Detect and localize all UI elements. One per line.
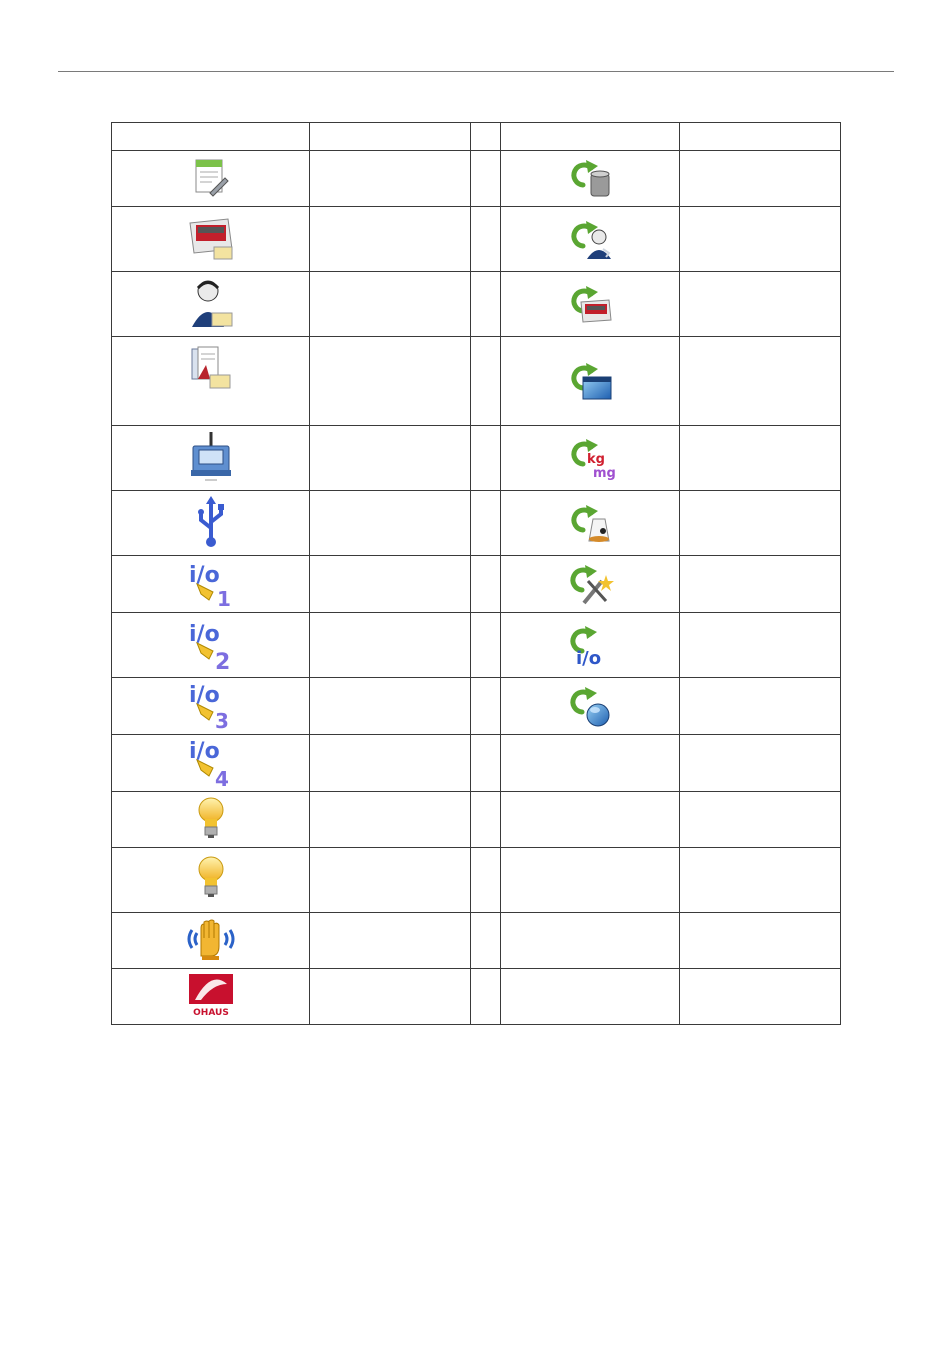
label-cell <box>680 848 841 913</box>
icon-cell <box>112 337 310 426</box>
ohaus-logo-text: OHAUS <box>192 1008 229 1018</box>
icon-cell <box>112 556 310 613</box>
reset-balance-icon <box>567 280 613 326</box>
icon-cell <box>112 848 310 913</box>
empty-cell <box>501 735 680 792</box>
table-row <box>112 792 841 848</box>
svg-text:3: 3 <box>214 708 229 733</box>
label-cell <box>680 207 841 272</box>
ohaus-logo-icon <box>187 972 235 1018</box>
svg-text:mg: mg <box>593 465 616 481</box>
user-card-icon <box>188 277 234 329</box>
table-row <box>112 272 841 337</box>
reset-units-icon <box>567 433 616 481</box>
documents-card-icon <box>188 345 234 391</box>
spacer-cell <box>471 426 501 491</box>
label-cell <box>680 556 841 613</box>
icon-cell <box>501 272 680 337</box>
header-cell <box>471 123 501 151</box>
light-bulb-icon <box>196 795 226 841</box>
header-cell <box>680 123 841 151</box>
reset-cup-icon <box>567 154 613 200</box>
spacer-cell <box>471 913 501 969</box>
label-cell <box>680 613 841 678</box>
svg-text:i/o: i/o <box>188 621 220 647</box>
icon-cell <box>112 207 310 272</box>
icon-cell <box>501 426 680 491</box>
icon-cell <box>112 491 310 556</box>
light-bulb-icon <box>196 854 226 900</box>
icon-table <box>111 122 841 1025</box>
icon-cell <box>112 969 310 1025</box>
balance-card-icon <box>186 213 236 263</box>
label-cell <box>310 151 471 207</box>
io-port-4-icon <box>187 736 235 791</box>
spacer-cell <box>471 848 501 913</box>
label-cell <box>310 613 471 678</box>
table-row <box>112 556 841 613</box>
label-cell <box>310 913 471 969</box>
spacer-cell <box>471 272 501 337</box>
label-cell <box>680 913 841 969</box>
table-row <box>112 735 841 792</box>
io-port-1-icon <box>187 558 235 611</box>
label-cell <box>310 792 471 848</box>
spacer-cell <box>471 735 501 792</box>
label-cell <box>310 207 471 272</box>
label-cell <box>680 792 841 848</box>
settings-doc-icon <box>192 157 230 197</box>
icon-cell <box>112 613 310 678</box>
label-cell <box>680 735 841 792</box>
icon-cell <box>112 913 310 969</box>
empty-cell <box>501 848 680 913</box>
table-row <box>112 969 841 1025</box>
table-row <box>112 678 841 735</box>
reset-weight-icon <box>567 499 613 545</box>
svg-text:i/o: i/o <box>188 738 220 764</box>
label-cell <box>680 491 841 556</box>
spacer-cell <box>471 678 501 735</box>
icon-cell <box>501 613 680 678</box>
label-cell <box>310 426 471 491</box>
label-cell <box>310 848 471 913</box>
reset-network-icon <box>566 681 614 729</box>
icon-cell <box>112 735 310 792</box>
header-cell <box>112 123 310 151</box>
spacer-cell <box>471 491 501 556</box>
label-cell <box>680 337 841 426</box>
svg-text:kg: kg <box>587 451 605 467</box>
io-port-3-icon <box>187 680 235 733</box>
label-cell <box>680 426 841 491</box>
svg-text:i/o: i/o <box>188 562 220 588</box>
spacer-cell <box>471 613 501 678</box>
icon-cell <box>112 272 310 337</box>
printer-icon <box>189 430 233 484</box>
reset-user-icon <box>567 215 613 261</box>
icon-cell <box>501 151 680 207</box>
reset-tools-icon <box>566 559 614 607</box>
label-cell <box>680 272 841 337</box>
spacer-cell <box>471 151 501 207</box>
label-cell <box>680 678 841 735</box>
icon-cell <box>112 151 310 207</box>
icon-cell <box>501 678 680 735</box>
reset-io-icon <box>566 620 614 668</box>
label-cell <box>310 491 471 556</box>
svg-text:1: 1 <box>216 586 231 611</box>
empty-cell <box>501 969 680 1025</box>
table-row <box>112 426 841 491</box>
icon-cell <box>501 491 680 556</box>
header-cell <box>310 123 471 151</box>
io-port-2-icon <box>187 617 235 675</box>
icon-cell <box>112 678 310 735</box>
spacer-cell <box>471 969 501 1025</box>
spacer-cell <box>471 792 501 848</box>
usb-icon <box>193 496 229 548</box>
icon-cell <box>112 426 310 491</box>
table-row <box>112 491 841 556</box>
svg-text:4: 4 <box>214 766 229 791</box>
spacer-cell <box>471 207 501 272</box>
table-row <box>112 207 841 272</box>
table-row <box>112 613 841 678</box>
header-rule <box>58 71 894 72</box>
label-cell <box>680 969 841 1025</box>
label-cell <box>310 969 471 1025</box>
reset-window-icon <box>567 357 613 403</box>
icon-cell <box>112 792 310 848</box>
svg-text:2: 2 <box>214 649 230 675</box>
table-header-row <box>112 123 841 151</box>
icon-cell <box>501 207 680 272</box>
table-row <box>112 151 841 207</box>
table-row <box>112 913 841 969</box>
icon-cell <box>501 337 680 426</box>
icon-cell <box>501 556 680 613</box>
spacer-cell <box>471 337 501 426</box>
svg-text:i/o: i/o <box>188 682 220 708</box>
spacer-cell <box>471 556 501 613</box>
label-cell <box>310 678 471 735</box>
label-cell <box>310 735 471 792</box>
svg-text:i/o: i/o <box>576 647 602 669</box>
empty-cell <box>501 913 680 969</box>
table-row <box>112 848 841 913</box>
vibration-hand-icon <box>186 916 236 962</box>
label-cell <box>310 337 471 426</box>
label-cell <box>310 556 471 613</box>
label-cell <box>310 272 471 337</box>
header-cell <box>501 123 680 151</box>
empty-cell <box>501 792 680 848</box>
label-cell <box>680 151 841 207</box>
table-row <box>112 337 841 426</box>
